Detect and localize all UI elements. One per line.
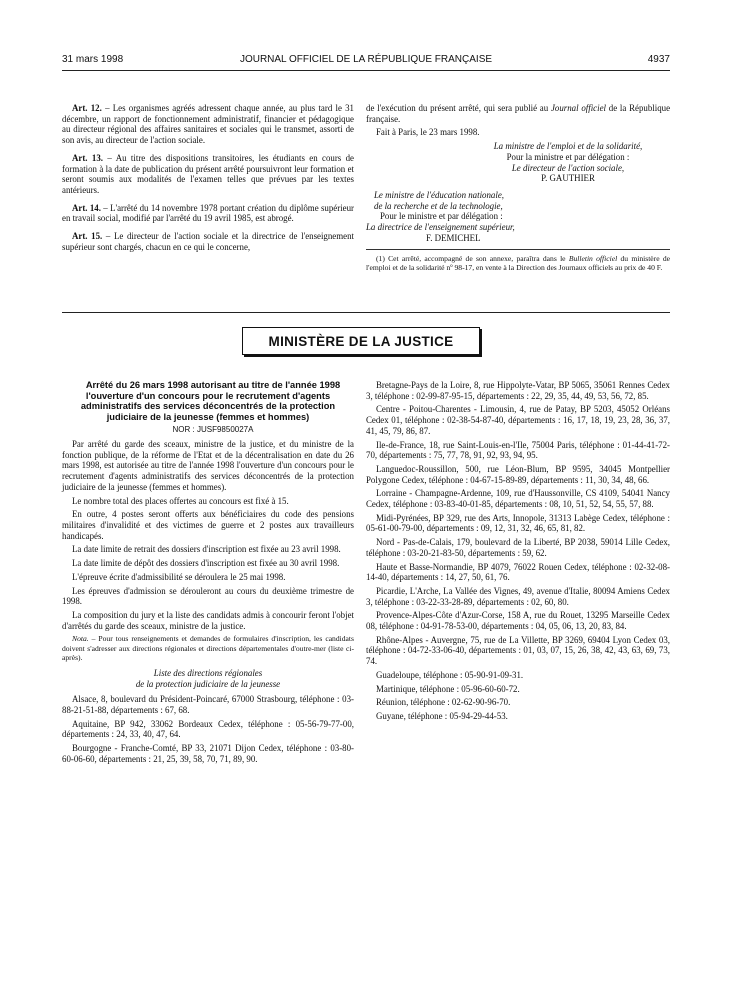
list-item: Rhône-Alpes - Auvergne, 75, rue de La Villette, BP 3269, 69404 Lyon Cedex 03, téléphone : 04-72-33-06-40, départements : 01, 03, 07, 15, 26, 38, 42, 43, 63, 69, 73, 74. — [366, 634, 670, 667]
list-item: Lorraine - Champagne-Ardenne, 109, rue d'Haussonville, CS 4109, 54041 Nancy Cedex, téléphone : 03-83-40-01-85, départements : 08, 10, 51, 52, 54, 55, 57, 88. — [366, 488, 670, 510]
arrete-paragraph: L'épreuve écrite d'admissibilité se déroulera le 25 mai 1998. — [72, 571, 286, 582]
header-rule — [62, 70, 670, 71]
article-14: Art. 14. – L'arrêté du 14 novembre 1978 portant création du diplôme supérieur en travail social, modifié par l'arrêté du 19 avril 1985, est abrogé. — [62, 202, 354, 224]
arrete-paragraph: Les épreuves d'admission se dérouleront au cours du deuxième trimestre de 1998. — [62, 585, 354, 607]
list-item: Martinique, téléphone : 05-96-60-60-72. — [376, 683, 520, 694]
article-12: Art. 12. – Les organismes agréés adressent chaque année, au plus tard le 31 décembre, un rapport de fonctionnement administratif, financier et pédagogique au directeur régional des affaires sanitaires et sociales qui le transmet, assorti de son avis, au directeur de l'action sociale. — [62, 103, 354, 146]
arrete-column — [62, 380, 354, 768]
footnote: (1) Cet arrêté, accompagné de son annexe, paraîtra dans le Bulletin officiel du ministère de l'emploi et de la solidarité nº 98-17, en vente à la Direction des Journaux officiels au prix de 40 F. — [366, 254, 670, 273]
list-item: Bretagne-Pays de la Loire, 8, rue Hippolyte-Vatar, BP 5065, 35061 Rennes Cedex 3, téléphone : 02-99-87-95-15, départements : 22, 29, 35, 44, 49, 53, 56, 72, 85. — [366, 380, 670, 401]
arrete-paragraph: Le nombre total des places offertes au concours est fixé à 15. — [72, 495, 289, 506]
arrete-paragraph: En outre, 4 postes seront offerts aux bénéficiaires du code des pensions militaires d'invalidité et des victimes de guerre et 2 postes aux travailleurs handicapés. — [62, 509, 354, 541]
signature-block-1: La ministre de l'emploi et de la solidarité, Pour la ministre et par délégation : Le directeur de l'action sociale, P. GAUTHIER — [493, 141, 643, 184]
list-item: Bourgogne - Franche-Comté, BP 33, 21071 Dijon Cedex, téléphone : 03-80-60-06-60, départements : 21, 25, 39, 58, 70, 71, 89, 90. — [62, 743, 354, 764]
header-journal-title: JOURNAL OFFICIEL DE LA RÉPUBLIQUE FRANÇAISE — [239, 54, 493, 65]
region-list-left — [62, 694, 354, 764]
page-header — [62, 54, 670, 68]
article-15: Art. 15. – Le directeur de l'action sociale et la directrice de l'enseignement supérieur sont chargés, chacun en ce qui le concerne, — [62, 231, 354, 252]
list-item: Picardie, L'Arche, La Vallée des Vignes, 49, avenue d'Italie, 80094 Amiens Cedex 3, téléphone : 03-22-33-28-89, départements : 02, 60, 80. — [366, 585, 670, 607]
arrete-paragraph: La date limite de retrait des dossiers d'inscription est fixée au 23 avril 1998. — [72, 544, 341, 555]
arrete-paragraph: La date limite de dépôt des dossiers d'inscription est fixée au 30 avril 1998. — [72, 558, 340, 569]
list-item: Provence-Alpes-Côte d'Azur-Corse, 158 A, rue du Rouet, 13295 Marseille Cedex 08, téléphone : 04-91-78-53-00, départements : 04, 05, 06, 13, 20, 83, 84. — [366, 610, 670, 632]
header-page-number: 4937 — [647, 54, 670, 65]
list-item: Nord - Pas-de-Calais, 179, boulevard de la Liberté, BP 2038, 59014 Lille Cedex, téléphone : 03-20-21-83-50, départements : 59, 62. — [366, 537, 670, 558]
signature-block-2: Le ministre de l'éducation nationale, de la recherche et de la technologie, Pour le ministre et par délégation : La directrice de l'enseignement supérieur, F. DEMICHEL — [366, 189, 515, 243]
list-item: Alsace, 8, boulevard du Président-Poincaré, 67000 Strasbourg, téléphone : 03-88-21-51-88, départements : 67, 68. — [62, 694, 354, 716]
article-13: Art. 13. – Au titre des dispositions transitoires, les étudiants en cours de formation à la date de publication du présent arrêté poursuivront leur formation et seront soumis aux modalités de l'examen telles que prévues par les textes antérieurs. — [62, 152, 354, 195]
list-item: Languedoc-Roussillon, 500, rue Léon-Blum, BP 9595, 34045 Montpellier Polygone Cedex, téléphone : 04-67-15-89-89, départements : 11, 30, 34, 48, 66. — [366, 463, 670, 485]
list-item: Guyane, téléphone : 05-94-29-44-53. — [376, 710, 508, 721]
nota: Nota. – Pour tous renseignements et demandes de formulaires d'inscription, les candidats doivent s'adresser aux directions régionales et directions départementales d'outre-mer (liste ci-après). — [62, 634, 354, 662]
arrete-paragraph: Par arrêté du garde des sceaux, ministre de la justice, et du ministre de la fonction publique, de la réforme de l'Etat et de la décentralisation en date du 26 mars 1998, est autorisée au titre de l'année 1998 l'ouverture d'un concours pour le recrutement d'agents administratifs des services déconcentrés de la protection judiciaire de la jeunesse (femmes et hommes). — [62, 439, 354, 492]
list-item: Haute et Basse-Normandie, BP 4079, 76022 Rouen Cedex, téléphone : 02-32-08-14-40, départements : 14, 27, 50, 61, 76. — [366, 561, 670, 583]
list-item: Ile-de-France, 18, rue Saint-Louis-en-l'Ile, 75004 Paris, téléphone : 01-44-41-72-70, départements : 75, 77, 78, 91, 92, 93, 94, 95. — [366, 439, 670, 461]
arrete-title: Arrêté du 26 mars 1998 autorisant au titre de l'année 1998 l'ouverture d'un concours pour le recrutement d'agents administratifs des services déconcentrés de la protection judiciaire de la jeunesse (femmes et hommes) — [80, 380, 341, 422]
signatures-column — [366, 103, 670, 275]
articles-column — [62, 103, 354, 259]
list-item: Réunion, téléphone : 02-62-90-96-70. — [376, 697, 511, 708]
nor-reference: NOR : JUSF9850027A — [172, 425, 254, 435]
ministry-heading: MINISTÈRE DE LA JUSTICE — [242, 327, 480, 355]
header-date: 31 mars 1998 — [62, 54, 124, 65]
list-item: Guadeloupe, téléphone : 05-90-91-09-31. — [376, 669, 524, 680]
list-title: Liste des directions régionales de la protection judiciaire de la jeunesse — [135, 667, 281, 689]
section-rule — [62, 312, 670, 313]
list-item: Midi-Pyrénées, BP 329, rue des Arts, Innopole, 31313 Labège Cedex, téléphone : 05-61-00-79-00, départements : 09, 12, 31, 32, 46, 65, 81, 82. — [366, 512, 670, 534]
list-item: Aquitaine, BP 942, 33062 Bordeaux Cedex, téléphone : 05-56-79-77-00, départements : 24, 33, 40, 47, 64. — [62, 718, 354, 740]
arrete-paragraph: La composition du jury et la liste des candidats admis à concourir feront l'objet d'arrêtés du garde des sceaux, ministre de la justice. — [62, 609, 354, 631]
fait-a-paris: Fait à Paris, le 23 mars 1998. — [376, 127, 480, 138]
list-item: Centre - Poitou-Charentes - Limousin, 4, rue de Patay, BP 5203, 45052 Orléans Cedex 01, téléphone : 02-38-54-87-40, départements : 16, 17, 18, 19, 23, 28, 36, 37, 41, 45, 79, 86, 87. — [366, 404, 670, 436]
publication-clause: de l'exécution du présent arrêté, qui sera publié au Journal officiel de la République française. — [366, 103, 671, 124]
footnote-rule — [366, 249, 670, 250]
region-list-right — [366, 380, 670, 725]
